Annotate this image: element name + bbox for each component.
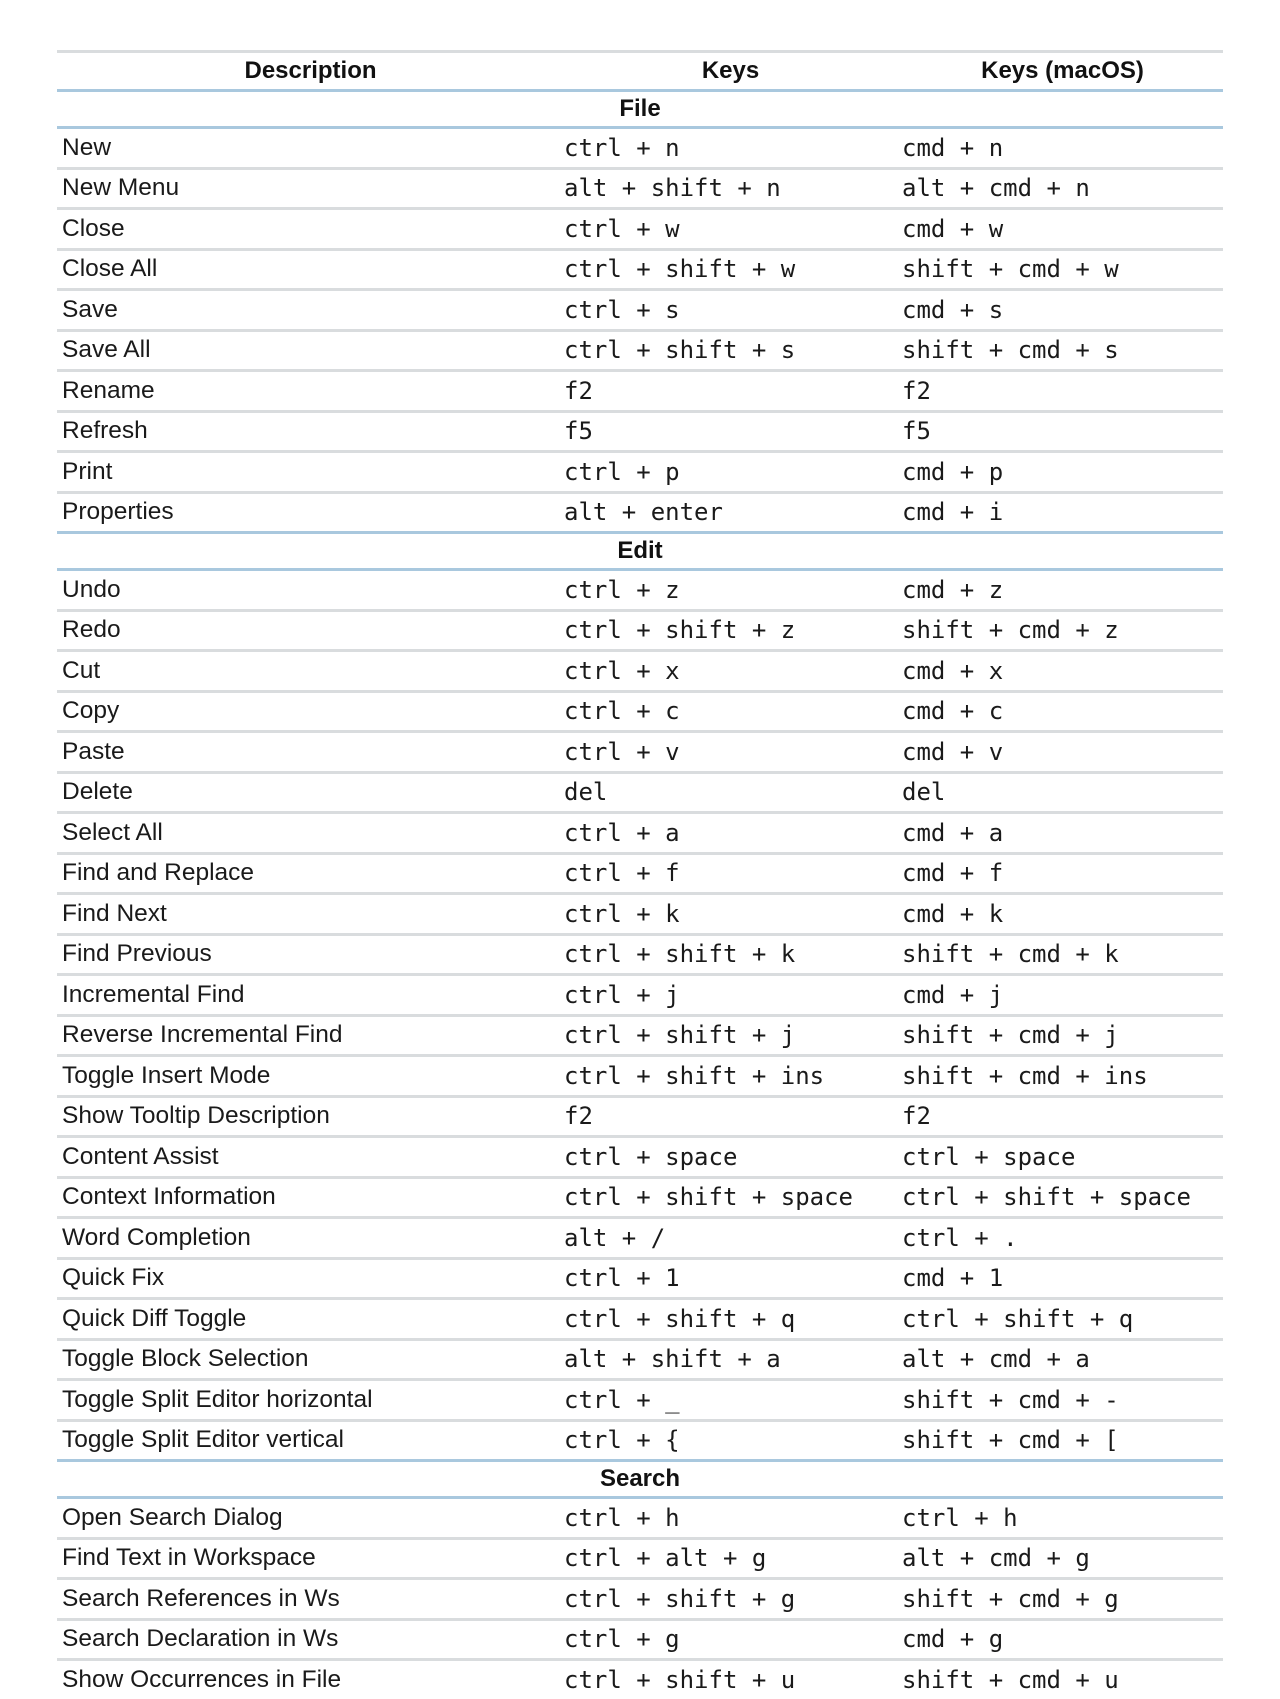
- section-title: Edit: [57, 533, 1223, 570]
- keys-cell: ctrl + {: [559, 1420, 897, 1461]
- keys-cell: f2: [559, 1096, 897, 1137]
- table-row: [57, 1137, 1223, 1178]
- keys-cell: ctrl + p: [559, 452, 897, 493]
- keys-cell: ctrl + alt + g: [559, 1538, 897, 1579]
- table-row: [57, 813, 1223, 854]
- table-row: [57, 371, 1223, 412]
- description-cell: Paste: [57, 732, 559, 773]
- keys-cell: ctrl + 1: [559, 1258, 897, 1299]
- table-row: [57, 168, 1223, 209]
- keys-cell: ctrl + z: [559, 570, 897, 611]
- keys-macos-cell: f2: [897, 371, 1223, 412]
- keys-cell: ctrl + _: [559, 1380, 897, 1421]
- keys-macos-cell: shift + cmd + z: [897, 610, 1223, 651]
- keys-macos-cell: ctrl + shift + q: [897, 1299, 1223, 1340]
- shortcut-table-body: [57, 91, 1223, 1699]
- keys-macos-cell: ctrl + h: [897, 1498, 1223, 1539]
- section-header-row: [57, 533, 1223, 570]
- keys-cell: ctrl + shift + q: [559, 1299, 897, 1340]
- keys-cell: ctrl + shift + j: [559, 1015, 897, 1056]
- keys-cell: del: [559, 772, 897, 813]
- description-cell: Undo: [57, 570, 559, 611]
- keys-macos-cell: del: [897, 772, 1223, 813]
- description-cell: Toggle Split Editor horizontal: [57, 1380, 559, 1421]
- description-cell: New: [57, 128, 559, 169]
- header-row: [57, 52, 1223, 91]
- keys-macos-cell: shift + cmd + j: [897, 1015, 1223, 1056]
- description-cell: Find Text in Workspace: [57, 1538, 559, 1579]
- table-row: [57, 1177, 1223, 1218]
- table-row: [57, 1579, 1223, 1620]
- description-cell: Properties: [57, 492, 559, 533]
- keys-macos-cell: shift + cmd + k: [897, 934, 1223, 975]
- table-row: [57, 934, 1223, 975]
- keys-cell: ctrl + shift + g: [559, 1579, 897, 1620]
- description-cell: Show Occurrences in File: [62, 1665, 342, 1693]
- description-cell: Toggle Insert Mode: [57, 1056, 559, 1097]
- section-header-row: [57, 91, 1223, 128]
- shortcut-sheet: [57, 50, 1223, 1699]
- keys-cell: ctrl + shift + w: [559, 249, 897, 290]
- table-row: [57, 452, 1223, 493]
- table-row: [57, 1420, 1223, 1461]
- keys-cell: ctrl + h: [559, 1498, 897, 1539]
- table-row: [57, 975, 1223, 1016]
- keys-macos-cell: ctrl + space: [897, 1137, 1223, 1178]
- keys-macos-cell: shift + cmd + u: [902, 1665, 1119, 1694]
- description-cell: Incremental Find: [57, 975, 559, 1016]
- description-cell: Quick Diff Toggle: [57, 1299, 559, 1340]
- description-cell: Word Completion: [57, 1218, 559, 1259]
- description-cell: Reverse Incremental Find: [57, 1015, 559, 1056]
- keys-column-header: Keys: [559, 52, 897, 91]
- table-row: [57, 330, 1223, 371]
- description-cell: Quick Fix: [57, 1258, 559, 1299]
- keys-macos-cell: cmd + n: [897, 128, 1223, 169]
- keys-cell: ctrl + shift + u: [564, 1665, 796, 1694]
- description-cell: Cut: [57, 651, 559, 692]
- keys-macos-cell: ctrl + .: [897, 1218, 1223, 1259]
- keys-macos-cell: alt + cmd + a: [897, 1339, 1223, 1380]
- description-cell: Save: [57, 290, 559, 331]
- keys-macos-cell: cmd + 1: [897, 1258, 1223, 1299]
- description-cell: Content Assist: [57, 1137, 559, 1178]
- description-cell: Rename: [57, 371, 559, 412]
- description-cell: Refresh: [57, 411, 559, 452]
- description-column-header: Description: [57, 52, 559, 91]
- keys-cell: ctrl + shift + s: [559, 330, 897, 371]
- keys-macos-cell: f2: [897, 1096, 1223, 1137]
- table-row: [57, 610, 1223, 651]
- keys-macos-cell: alt + cmd + g: [897, 1538, 1223, 1579]
- description-cell: Find Next: [57, 894, 559, 935]
- keys-cell: ctrl + space: [559, 1137, 897, 1178]
- description-cell: Search References in Ws: [57, 1579, 559, 1620]
- keys-macos-cell: cmd + i: [897, 492, 1223, 533]
- keys-cell: ctrl + a: [559, 813, 897, 854]
- section-header-row: [57, 1461, 1223, 1498]
- keys-cell: alt + shift + n: [559, 168, 897, 209]
- table-row: [57, 128, 1223, 169]
- keys-cell: ctrl + n: [559, 128, 897, 169]
- keys-macos-cell: cmd + g: [897, 1619, 1223, 1660]
- keys-cell: alt + enter: [559, 492, 897, 533]
- keys-macos-cell: cmd + z: [897, 570, 1223, 611]
- table-row: [57, 1056, 1223, 1097]
- section-title: Search: [57, 1461, 1223, 1498]
- keys-macos-cell: cmd + x: [897, 651, 1223, 692]
- table-row: [57, 1498, 1223, 1539]
- keys-cell: ctrl + s: [559, 290, 897, 331]
- description-cell: Copy: [57, 691, 559, 732]
- shortcut-table: [57, 50, 1223, 1699]
- keys-macos-cell: shift + cmd + w: [897, 249, 1223, 290]
- table-row: [57, 1619, 1223, 1660]
- keys-cell: ctrl + w: [559, 209, 897, 250]
- keys-cell: alt + /: [559, 1218, 897, 1259]
- description-cell: New Menu: [57, 168, 559, 209]
- description-cell: Select All: [57, 813, 559, 854]
- keys-macos-cell: shift + cmd + s: [897, 330, 1223, 371]
- keys-macos-cell: ctrl + shift + space: [897, 1177, 1223, 1218]
- description-cell: Open Search Dialog: [57, 1498, 559, 1539]
- description-cell: Save All: [57, 330, 559, 371]
- description-cell: Redo: [57, 610, 559, 651]
- keys-cell: alt + shift + a: [559, 1339, 897, 1380]
- keys-cell: ctrl + shift + space: [559, 1177, 897, 1218]
- keys-macos-cell: shift + cmd + ins: [897, 1056, 1223, 1097]
- keys-macos-cell: cmd + f: [897, 853, 1223, 894]
- table-row: [57, 1258, 1223, 1299]
- table-row: [57, 1096, 1223, 1137]
- table-row: [57, 492, 1223, 533]
- table-row: [57, 1538, 1223, 1579]
- table-row: [57, 894, 1223, 935]
- description-cell: Toggle Split Editor vertical: [57, 1420, 559, 1461]
- keys-macos-cell: shift + cmd + -: [897, 1380, 1223, 1421]
- keys-cell: f5: [559, 411, 897, 452]
- keys-cell: ctrl + v: [559, 732, 897, 773]
- table-row: [57, 1015, 1223, 1056]
- table-row: [57, 290, 1223, 331]
- keys-cell: ctrl + j: [559, 975, 897, 1016]
- keys-macos-cell: cmd + p: [897, 452, 1223, 493]
- table-row: [57, 853, 1223, 894]
- keys-cell: ctrl + shift + k: [559, 934, 897, 975]
- table-row: [57, 651, 1223, 692]
- table-row: [57, 1339, 1223, 1380]
- table-row: [57, 1660, 1223, 1699]
- keys-macos-cell: shift + cmd + g: [897, 1579, 1223, 1620]
- keys-macos-cell: cmd + s: [897, 290, 1223, 331]
- keys-cell: ctrl + c: [559, 691, 897, 732]
- keys-cell: ctrl + shift + z: [559, 610, 897, 651]
- table-row: [57, 1380, 1223, 1421]
- keys-macos-cell: shift + cmd + [: [897, 1420, 1223, 1461]
- keys-macos-cell: cmd + w: [897, 209, 1223, 250]
- table-row: [57, 249, 1223, 290]
- keys-cell: ctrl + f: [559, 853, 897, 894]
- keys-macos-cell: alt + cmd + n: [897, 168, 1223, 209]
- keys-cell: f2: [559, 371, 897, 412]
- description-cell: Search Declaration in Ws: [57, 1619, 559, 1660]
- keys-macos-cell: cmd + j: [897, 975, 1223, 1016]
- description-cell: Context Information: [57, 1177, 559, 1218]
- table-row: [57, 1299, 1223, 1340]
- description-cell: Delete: [57, 772, 559, 813]
- keys-macos-cell: f5: [897, 411, 1223, 452]
- table-row: [57, 772, 1223, 813]
- table-row: [57, 1218, 1223, 1259]
- section-title: File: [57, 91, 1223, 128]
- description-cell: Show Tooltip Description: [57, 1096, 559, 1137]
- description-cell: Toggle Block Selection: [57, 1339, 559, 1380]
- keys-macos-cell: cmd + c: [897, 691, 1223, 732]
- keys-cell: ctrl + k: [559, 894, 897, 935]
- table-row: [57, 209, 1223, 250]
- keys-cell: ctrl + x: [559, 651, 897, 692]
- table-row: [57, 691, 1223, 732]
- keys-macos-cell: cmd + k: [897, 894, 1223, 935]
- table-row: [57, 570, 1223, 611]
- table-row: [57, 732, 1223, 773]
- keys-cell: ctrl + g: [559, 1619, 897, 1660]
- keys-macos-cell: cmd + a: [897, 813, 1223, 854]
- description-cell: Close: [57, 209, 559, 250]
- description-cell: Print: [57, 452, 559, 493]
- keys-macos-cell: cmd + v: [897, 732, 1223, 773]
- description-cell: Close All: [57, 249, 559, 290]
- description-cell: Find and Replace: [57, 853, 559, 894]
- table-row: [57, 411, 1223, 452]
- keys-cell: ctrl + shift + ins: [559, 1056, 897, 1097]
- description-cell: Find Previous: [57, 934, 559, 975]
- keys-macos-column-header: Keys (macOS): [897, 52, 1223, 91]
